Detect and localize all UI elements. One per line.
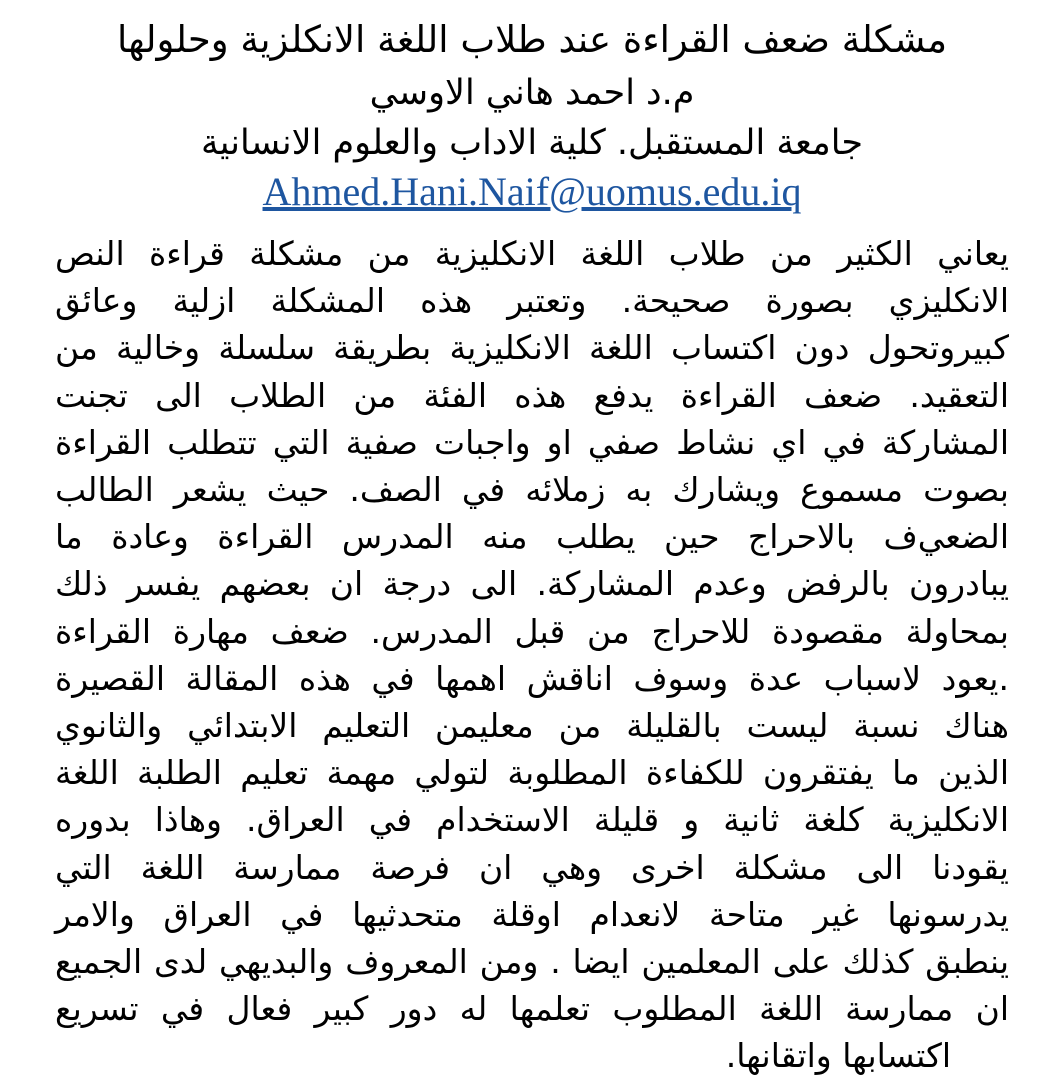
- body-line: بمحاولة مقصودة للاحراج من قبل المدرس. ضعف مهارة القراءة: [55, 611, 1009, 651]
- body-line: الانكليزي بصورة صحيحة. وتعتبر هذه المشكلة ازلية وعائق: [55, 281, 1009, 321]
- body-line: المشاركة في اي نشاط صفي او واجبات صفية التي تتطلب القراءة: [55, 422, 1009, 462]
- body-line: بصوت مسموع ويشارك به زملائه في الصف. حيث يشعر الطالب: [55, 470, 1009, 510]
- author-line: م.د احمد هاني الاوسي: [369, 73, 695, 113]
- article-header: [0, 0, 1064, 224]
- body-line: هناك نسبة ليست بالقليلة من معليمن التعليم الابتدائي والثانوي: [55, 706, 1009, 746]
- body-line: ينطبق كذلك على المعلمين ايضا . ومن المعروف والبديهي لدى الجميع: [55, 942, 1009, 982]
- body-line: الانكليزية كلغة ثانية و قليلة الاستخدام في العراق. وهاذا بدوره: [55, 800, 1009, 840]
- body-line: يدرسونها غير متاحة لانعدام اوقلة متحدثيها في العراق والامر: [55, 894, 1009, 934]
- body-line: يعاني الكثير من طلاب اللغة الانكليزية من مشكلة قراءة النص: [55, 234, 1009, 273]
- body-line: كبيروتحول دون اكتساب اللغة الانكليزية بطريقة سلسلة وخالية من: [55, 328, 1009, 368]
- email-row: [0, 168, 1064, 224]
- article-body: [55, 230, 1009, 1080]
- body-line: يقودنا الى مشكلة اخرى وهي ان فرصة ممارسة اللغة التي: [55, 847, 1009, 887]
- body-line: ان ممارسة اللغة المطلوب تعلمها له دور كبير فعال في تسريع: [55, 989, 1009, 1029]
- body-line: التعقيد. ضعف القراءة يدفع هذه الفئة من الطلاب الى تجنت: [55, 375, 1009, 415]
- email-link[interactable]: Ahmed.Hani.Naif@uomus.edu.iq: [262, 169, 802, 214]
- body-line: الضعي‌ف بالاحراج حين يطلب منه المدرس القراءة وعادة ما: [55, 517, 1009, 557]
- body-line: يبادرون بالرفض وعدم المشاركة. الى درجة ان بعضهم يفسر ذلك: [55, 564, 1009, 604]
- body-line: .يعود لاسباب عدة وسوف اناقش اهمها في هذه المقالة القصيرة: [55, 658, 1009, 698]
- body-line: الذين ما يفتقرون للكفاءة المطلوبة لتولي مهمة تعليم الطلبة اللغة: [55, 753, 1009, 793]
- article-title: مشكلة ضعف القراءة عند طلاب اللغة الانكلزية وحلولها: [116, 18, 948, 61]
- affiliation-line: جامعة المستقبل. كلية الاداب والعلوم الانسانية: [200, 123, 864, 163]
- body-line-last: اكتسابها واتقانها.: [725, 1036, 951, 1076]
